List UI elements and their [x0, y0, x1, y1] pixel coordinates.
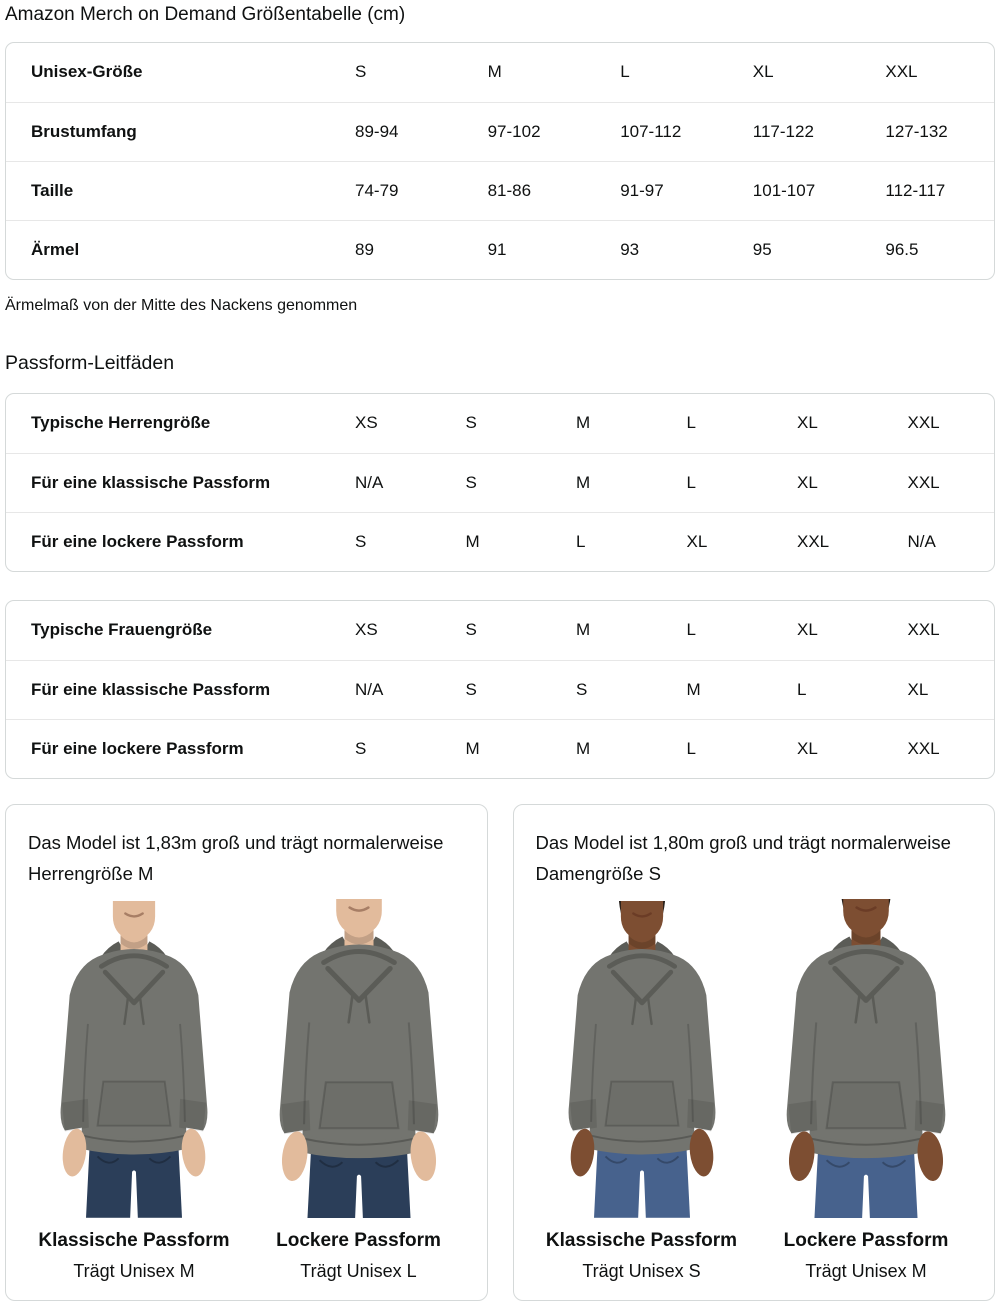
size-cell: XL — [773, 453, 884, 512]
size-cell: 101-107 — [729, 161, 862, 220]
size-cell: L — [773, 660, 884, 719]
size-cell: 97-102 — [464, 102, 597, 161]
size-cell: M — [552, 719, 663, 778]
model-figure-classic — [30, 899, 238, 1286]
size-cell: XXL — [884, 719, 995, 778]
row-label: Typische Frauengröße — [31, 620, 213, 640]
size-cell: 112-117 — [861, 161, 994, 220]
row-label: Typische Herrengröße — [31, 413, 211, 433]
size-cell: M — [663, 660, 774, 719]
size-cell: 74-79 — [331, 161, 464, 220]
mens-fit-table-card — [5, 393, 995, 572]
size-cell: L — [663, 453, 774, 512]
figure-size-label: Trägt Unisex M — [805, 1261, 927, 1281]
table-row — [6, 512, 994, 571]
size-cell: 107-112 — [596, 102, 729, 161]
model-figures — [536, 899, 973, 1286]
figure-fit-label: Lockere Passform — [783, 1230, 949, 1251]
sleeve-note: Ärmelmaß von der Mitte des Nackens genommen — [5, 297, 358, 314]
size-cell: S — [442, 660, 553, 719]
size-cell: S — [465, 620, 477, 640]
table-row — [6, 220, 994, 279]
size-cell: M — [442, 719, 553, 778]
size-cell: 96.5 — [861, 220, 994, 279]
size-cell: S — [552, 660, 663, 719]
table-row — [6, 601, 994, 660]
row-label: Ärmel — [6, 220, 331, 279]
size-cell: M — [442, 512, 553, 571]
figure-size-label: Trägt Unisex S — [582, 1261, 701, 1281]
size-cell: S — [331, 512, 442, 571]
size-cell: L — [686, 620, 696, 640]
table-row — [6, 102, 994, 161]
size-cell: 81-86 — [464, 161, 597, 220]
size-cell: XL — [797, 413, 818, 433]
table-row — [6, 43, 994, 102]
figure-fit-label: Lockere Passform — [276, 1230, 441, 1251]
row-label: Für eine klassische Passform — [6, 453, 331, 512]
size-cell: L — [552, 512, 663, 571]
figure-size-label: Trägt Unisex M — [73, 1261, 195, 1281]
figure-fit-label: Klassische Passform — [38, 1230, 230, 1251]
size-cell: M — [552, 453, 663, 512]
model-card-male — [5, 804, 488, 1301]
table-row — [6, 161, 994, 220]
size-cell: 91-97 — [596, 161, 729, 220]
size-cell: XL — [797, 620, 818, 640]
size-cell: N/A — [331, 453, 442, 512]
size-cell: 91 — [464, 220, 597, 279]
womens-fit-table-card — [5, 600, 995, 779]
model-card-description: Das Model ist 1,83m groß und trägt normalerweise Herrengröße M — [28, 832, 444, 884]
size-cell: 89-94 — [331, 102, 464, 161]
size-cell: L — [663, 719, 774, 778]
row-label: Für eine lockere Passform — [6, 719, 331, 778]
size-cell: XXL — [907, 413, 940, 433]
row-label: Brustumfang — [6, 102, 331, 161]
table-row — [6, 660, 994, 719]
size-cell: XXL — [773, 512, 884, 571]
figure-size-label: Trägt Unisex L — [300, 1261, 417, 1281]
size-cell: XS — [355, 413, 378, 433]
size-cell: S — [355, 62, 367, 82]
size-cell: N/A — [884, 512, 995, 571]
size-cell: XL — [884, 660, 995, 719]
page-title: Amazon Merch on Demand Größentabelle (cm) — [5, 4, 406, 25]
size-cell: XL — [663, 512, 774, 571]
size-cell: M — [487, 62, 502, 82]
male-model-loose-photo — [263, 899, 455, 1218]
row-label: Für eine lockere Passform — [6, 512, 331, 571]
model-figure-loose — [255, 899, 463, 1286]
model-cards-row — [5, 804, 995, 1301]
size-cell: XL — [752, 62, 774, 82]
size-cell: 117-122 — [729, 102, 862, 161]
female-model-loose-photo — [770, 899, 962, 1218]
size-cell: 93 — [596, 220, 729, 279]
row-label: Unisex-Größe — [31, 62, 143, 82]
size-cell: L — [620, 62, 630, 82]
table-row — [6, 719, 994, 778]
size-cell: M — [576, 413, 591, 433]
figure-fit-label: Klassische Passform — [545, 1230, 738, 1251]
model-card-description: Das Model ist 1,80m groß und trägt normalerweise Damengröße S — [535, 832, 951, 884]
size-cell: M — [576, 620, 591, 640]
table-row — [6, 394, 994, 453]
unisex-size-table-card — [5, 42, 995, 280]
row-label: Taille — [6, 161, 331, 220]
size-cell: L — [686, 413, 696, 433]
size-cell: S — [331, 719, 442, 778]
size-cell: XXL — [884, 453, 995, 512]
fit-guides-heading: Passform-Leitfäden — [5, 352, 175, 374]
size-cell: 127-132 — [861, 102, 994, 161]
model-figures — [28, 899, 465, 1286]
size-cell: S — [442, 453, 553, 512]
size-cell: XS — [355, 620, 378, 640]
size-cell: 95 — [729, 220, 862, 279]
unisex-size-table — [6, 43, 994, 279]
table-row — [6, 453, 994, 512]
row-label: Für eine klassische Passform — [6, 660, 331, 719]
size-cell: XXL — [907, 620, 940, 640]
size-cell: N/A — [331, 660, 442, 719]
womens-fit-table — [6, 601, 994, 778]
size-cell: XXL — [885, 62, 918, 82]
model-figure-loose — [762, 899, 970, 1286]
size-cell: XL — [773, 719, 884, 778]
female-model-classic-photo — [546, 899, 738, 1218]
size-cell: 89 — [331, 220, 464, 279]
model-figure-classic — [538, 899, 746, 1286]
model-card-female — [513, 804, 996, 1301]
male-model-classic-photo — [38, 899, 230, 1218]
size-cell: S — [465, 413, 477, 433]
mens-fit-table — [6, 394, 994, 571]
